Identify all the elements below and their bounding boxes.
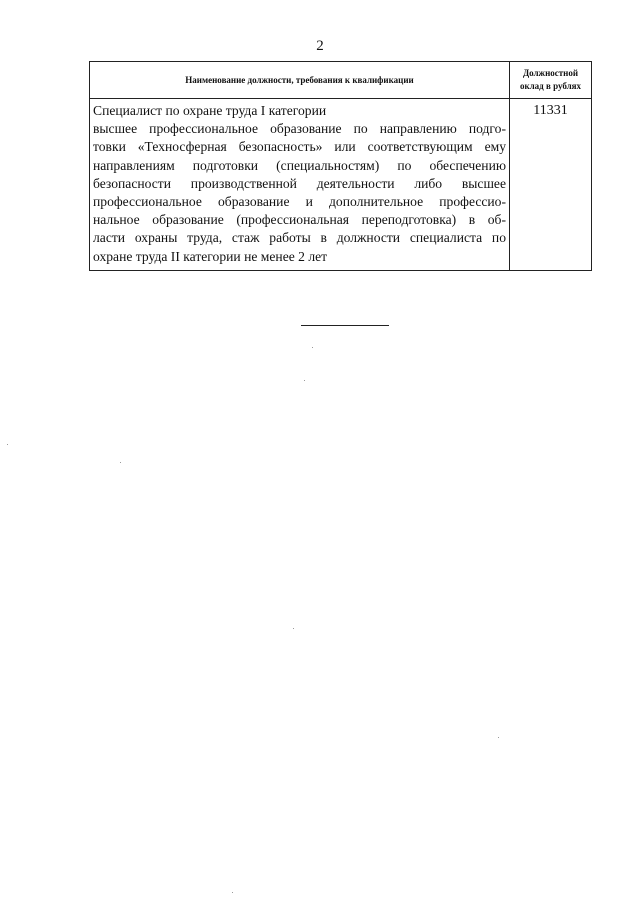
position-title: Специалист по охране труда I категории <box>93 103 327 118</box>
requirement-line: направлениям подготовки (специальностям) по обеспечению <box>93 157 506 173</box>
header-name-column: Наименование должности, требования к квалификации <box>90 62 510 99</box>
requirement-line: нальное образование (профессиональная переподготовка) в об- <box>93 212 506 228</box>
requirement-line: высшее профессиональное образование по направлению подго- <box>93 121 506 137</box>
table-row <box>90 99 592 271</box>
scan-speck <box>293 628 294 629</box>
scan-speck <box>7 444 8 445</box>
scan-speck <box>120 462 121 463</box>
requirement-line: ласти охраны труда, стаж работы в должности специалиста по <box>93 230 506 246</box>
requirement-line: охране труда II категории не менее 2 лет <box>93 248 328 264</box>
scan-speck <box>304 380 305 381</box>
end-of-document-rule <box>301 325 389 326</box>
page-number: 2 <box>316 38 324 54</box>
salary-value: 11331 <box>510 99 592 271</box>
scan-speck <box>498 737 499 738</box>
table-header-row <box>90 62 592 99</box>
scan-speck <box>232 892 233 893</box>
requirement-line: безопасности производственной деятельности либо высшее <box>93 175 506 191</box>
position-requirements-cell <box>90 99 510 271</box>
header-salary-column: Должностной оклад в рублях <box>510 62 592 99</box>
salary-table <box>89 61 592 271</box>
requirement-line: профессиональное образование и дополнительное профессио- <box>93 194 506 210</box>
scan-speck <box>312 347 313 348</box>
requirement-line: товки «Техносферная безопасность» или соответствующим ему <box>93 139 506 155</box>
